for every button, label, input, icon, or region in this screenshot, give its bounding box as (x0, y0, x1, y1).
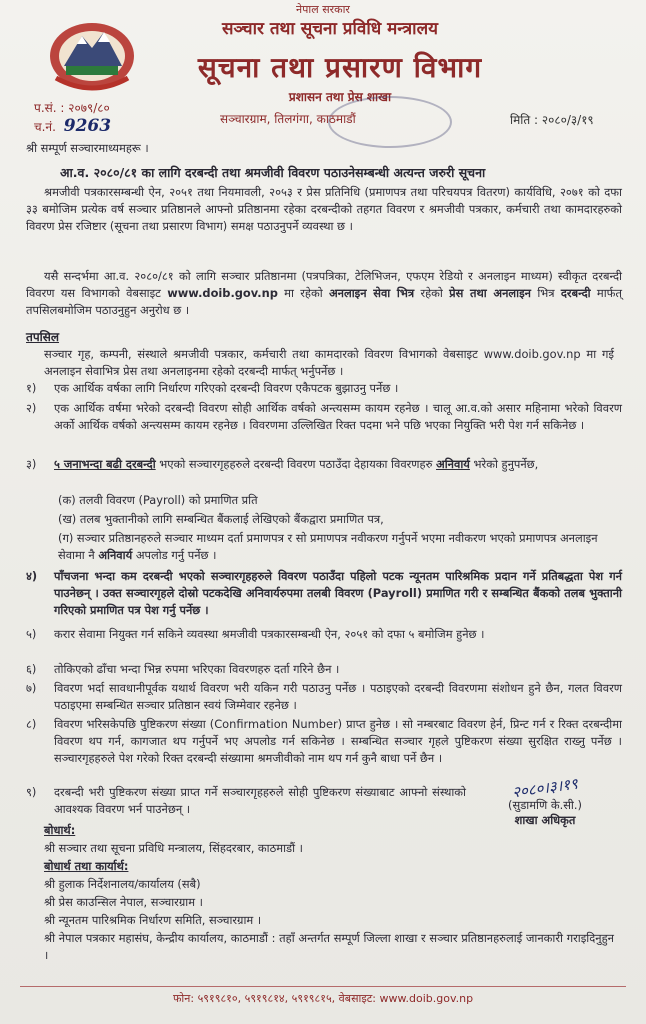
list-item-2 (26, 400, 622, 434)
list-item-6 (26, 661, 622, 678)
list-item-9 (26, 784, 466, 818)
footer-contact: फोन: ५९१९८१०, ५९१९८१४, ५९१९८१५, वेबसाइट: www.doib.gov.np (172, 992, 474, 1005)
para2-bold-c: अनलाइन सेवा भित्र (328, 286, 415, 300)
para2-text-b: मा रहेको (284, 286, 323, 300)
item3-text-b: भरेको हुनुपर्नेछ, (473, 457, 539, 471)
ref-label: प.सं. (34, 101, 57, 115)
bodharth-label: बोधार्थ: (44, 823, 76, 837)
cc-recipient-4: श्री नेपाल पत्रकार महासंघ, केन्द्रीय कार्यालय, काठमाडौं : तहाँ अन्तर्गत सम्पूर्ण जिल्ला शाखा र सञ्चार प्रतिष्ठानहरुलाई जानकारी गराइदिनुहुन । (44, 931, 614, 962)
para2-text-d: रहेको (420, 286, 443, 300)
item3-text-a: भएको सञ्चारगृहहरुले दरबन्दी विवरण पठाउँदा देहायका विवरणहरु (159, 457, 433, 471)
item-number: ४) (26, 569, 38, 583)
list-item-8 (26, 716, 622, 767)
bodharth-recipient-1: श्री सञ्चार तथा सूचना प्रविधि मन्त्रालय, सिंहदरबार, काठमाडौं । (44, 841, 303, 855)
item-text: दरबन्दी भरी पुष्टिकरण संख्या प्राप्त गर्ने सञ्चारगृहहरुले सोही पुष्टिकरण संख्याबाट आफ्नो संस्थाको आवश्यक विवरण भर्न पाउनेछन् । (54, 785, 466, 816)
ref-value: : २०७९/८० (60, 101, 110, 115)
signatory-name: (सुडामणि के.सी.) (508, 798, 582, 812)
department-name: सूचना तथा प्रसारण विभाग (197, 51, 483, 84)
section-name: प्रशासन तथा प्रेस शाखा (288, 90, 392, 104)
reference-number (34, 99, 110, 116)
item-number: २) (26, 401, 37, 415)
item3-bold-lead: ५ जनाभन्दा बढी दरबन्दी (54, 457, 156, 471)
list-item-5 (26, 626, 622, 643)
letter-date: मिति : २०८०/३/१९ (510, 113, 594, 127)
government-label: नेपाल सरकार (296, 3, 350, 16)
list-item-4 (26, 568, 622, 619)
item-number: ६) (26, 662, 37, 676)
item-text: पाँचजना भन्दा कम दरबन्दी भएको सञ्चारगृहहरुले विवरण पठाउँदा पहिलो पटक न्यूनतम पारिश्रमिक प्रदान गर्ने प्रतिबद्धता पेश गर्न पाउनेछन् । उक्त सञ्चारगृहले दोस्रो पटकदेखि अनिवार्यरुपमा तलबी विवरण (Payroll) प्रमाणित गरी र सम्बन्धित बैंकको तलब भुक्तानी गरिएको प्रमाणित पत्र पेश गर्नु पर्नेछ । (54, 569, 622, 617)
tapasil-heading: तपसिल (26, 330, 60, 344)
signature-scrawl: २०८०।३।१९ (511, 774, 579, 802)
list-item-1 (26, 380, 622, 397)
ministry-name: सञ्चार तथा सूचना प्रविधि मन्त्रालय (222, 19, 438, 39)
cc-recipient-2: श्री प्रेस काउन्सिल नेपाल, सञ्चारग्राम । (44, 895, 203, 909)
subc-text-a: (ग) सञ्चार प्रतिष्ठानहरुले सञ्चार माध्यम दर्ता प्रमाणपत्र र सो प्रमाणपत्र नवीकरण गर्नुपर्ने भएमा नवीकरण भएको प्रमाणपत्र अनलाइन सेवामा नै (58, 531, 598, 562)
tapasil-intro: सञ्चार गृह, कम्पनी, संस्थाले श्रमजीवी पत्रकार, कर्मचारी तथा कामदारको विवरण विभागको वेबसाइट www.doib.gov.np मा गई अनलाइन सेवाभित्र प्रेस तथा अनलाइनमा रहेको दरबन्दी मार्फत् भर्नुपर्नेछ । (44, 347, 614, 378)
website-link: www.doib.gov.np (167, 286, 278, 300)
cc-recipient-1: श्री हुलाक निर्देशनालय/कार्यालय (सबै) (44, 877, 201, 891)
item-text: तोकिएको ढाँचा भन्दा भिन्न रुपमा भरिएका विवरणहरु दर्ता गरिने छैन । (54, 662, 340, 676)
sub-item-b: (ख) तलब भुक्तानीको लागि सम्बन्धित बैंकलाई लेखिएको बैंकद्वारा प्रमाणित पत्र, (58, 512, 384, 526)
para2-bold-g: दरबन्दी (560, 286, 591, 300)
para2-bold-e: प्रेस तथा अनलाइन (449, 286, 531, 300)
item-text (54, 456, 622, 473)
signatory-title: शाखा अधिकृत (514, 813, 576, 827)
para2-text-f: भित्र (537, 286, 555, 300)
dispatch-number (34, 116, 111, 136)
office-address: सञ्चारग्राम, तिलगंगा, काठमाडौं (220, 112, 356, 126)
paragraph-2 (26, 268, 622, 319)
subc-bold: अनिवार्य (98, 548, 133, 562)
paragraph-1: श्रमजीवी पत्रकारसम्बन्धी ऐन, २०५१ तथा नियमावली, २०५३ र प्रेस प्रतिनिधि (प्रमाणपत्र तथा परिचयपत्र वितरण) कार्यविधि, २०७१ को दफा ३३ बमोजिम प्रत्येक वर्ष सञ्चार प्रतिष्ठानले आफ्नो प्रतिष्ठानमा रहेका दरबन्दीको तहगत विवरण र श्रमजीवी पत्रकार, कर्मचारी तथा कामदारहरुको विवरण प्रेस रजिष्टार (सूचना तथा प्रसारण विभाग) समक्ष पठाउनुपर्ने व्यवस्था छ । (26, 185, 622, 233)
list-item-7 (26, 680, 622, 714)
item-number: ८) (26, 717, 37, 731)
item-number: ३) (26, 457, 37, 471)
subc-text-b: अपलोड गर्नु पर्नेछ । (135, 548, 217, 562)
addressee: श्री सम्पूर्ण सञ्चारमाध्यमहरू । (26, 141, 149, 155)
signature-block (470, 774, 620, 828)
item-text: विवरण भर्दा सावधानीपूर्वक यथार्थ विवरण भरी यकिन गरी पठाउनु पर्नेछ । पठाइएको दरबन्दी विवरणमा संशोधन हुने छैन, गलत विवरण पठाइएमा सम्बन्धित सञ्चार प्रतिष्ठान स्वयं जिम्मेवार रहनेछ । (54, 681, 622, 712)
item-number: ९) (26, 785, 37, 799)
para2-text-a: यसै सन्दर्भमा आ.व. २०८०/८१ को लागि सञ्चार प्रतिष्ठानमा (पत्रपत्रिका, टेलिभिजन, एफएम रेडियो र अनलाइन माध्यम) स्वीकृत दरबन्दी विवरण यस विभागको वेबसाइट (26, 269, 622, 300)
regno-value: 9263 (63, 116, 112, 136)
item-text: एक आर्थिक वर्षमा भरेको दरबन्दी विवरण सोही आर्थिक वर्षको अन्त्यसम्म कायम रहनेछ । चालू आ.व.को असार महिनामा भरेको विवरण अर्को आर्थिक वर्षको अन्त्यसम्म कायम रहनेछ । विवरणमा उल्लिखित रिक्त पदमा भने पछि भएका नियुक्ति भरी पेश गर्न सकिनेछ । (54, 401, 622, 432)
subject-line: आ.व. २०८०/८१ का लागि दरबन्दी तथा श्रमजीवी विवरण पठाउनेसम्बन्धी अत्यन्त जरुरी सूचना (60, 165, 486, 180)
nepal-emblem-icon (46, 18, 138, 92)
para2-text-h: मार्फत् तपसिलबमोजिम पठाउनुहुन अनुरोध छ । (26, 286, 622, 317)
regno-label: च.नं. (34, 120, 56, 134)
item-number: ५) (26, 627, 37, 641)
item-text: करार सेवामा नियुक्त गर्न सकिने व्यवस्था श्रमजीवी पत्रकारसम्बन्धी ऐन, २०५१ को दफा ५ बमोजिम हुनेछ । (54, 627, 485, 641)
bodharth-karya-label: बोधार्थ तथा कार्यार्थ: (44, 859, 129, 873)
item-number: १) (26, 381, 37, 395)
footer-divider (20, 986, 626, 987)
item-text: विवरण भरिसकेपछि पुष्टिकरण संख्या (Confirmation Number) प्राप्त हुनेछ । सो नम्बरबाट विवरण हेर्न, प्रिन्ट गर्न र रिक्त दरबन्दीमा विवरण थप गर्न, कागजात थप गर्नुपर्ने भए अपलोड गर्न सकिनेछ । सम्बन्धित सञ्चार गृहले पुष्टिकरण संख्या सुरक्षित राख्नु पर्नेछ । सञ्चारगृहहरुले पेश गरेको रिक्त दरबन्दी संख्यामा श्रमजीवीको नाम थप गर्न कुनै बाधा पर्ने छैन । (54, 717, 622, 765)
sub-item-c (58, 530, 618, 564)
list-item-3 (26, 456, 622, 473)
item3-bold-tail: अनिवार्य (436, 457, 470, 471)
item-text: एक आर्थिक वर्षका लागि निर्धारण गरिएको दरबन्दी विवरण एकैपटक बुझाउनु पर्नेछ । (54, 381, 399, 395)
sub-item-a: (क) तलवी विवरण (Payroll) को प्रमाणित प्रति (58, 493, 258, 507)
cc-recipient-3: श्री न्यूनतम पारिश्रमिक निर्धारण समिति, सञ्चारग्राम । (44, 913, 262, 927)
item-number: ७) (26, 681, 37, 695)
